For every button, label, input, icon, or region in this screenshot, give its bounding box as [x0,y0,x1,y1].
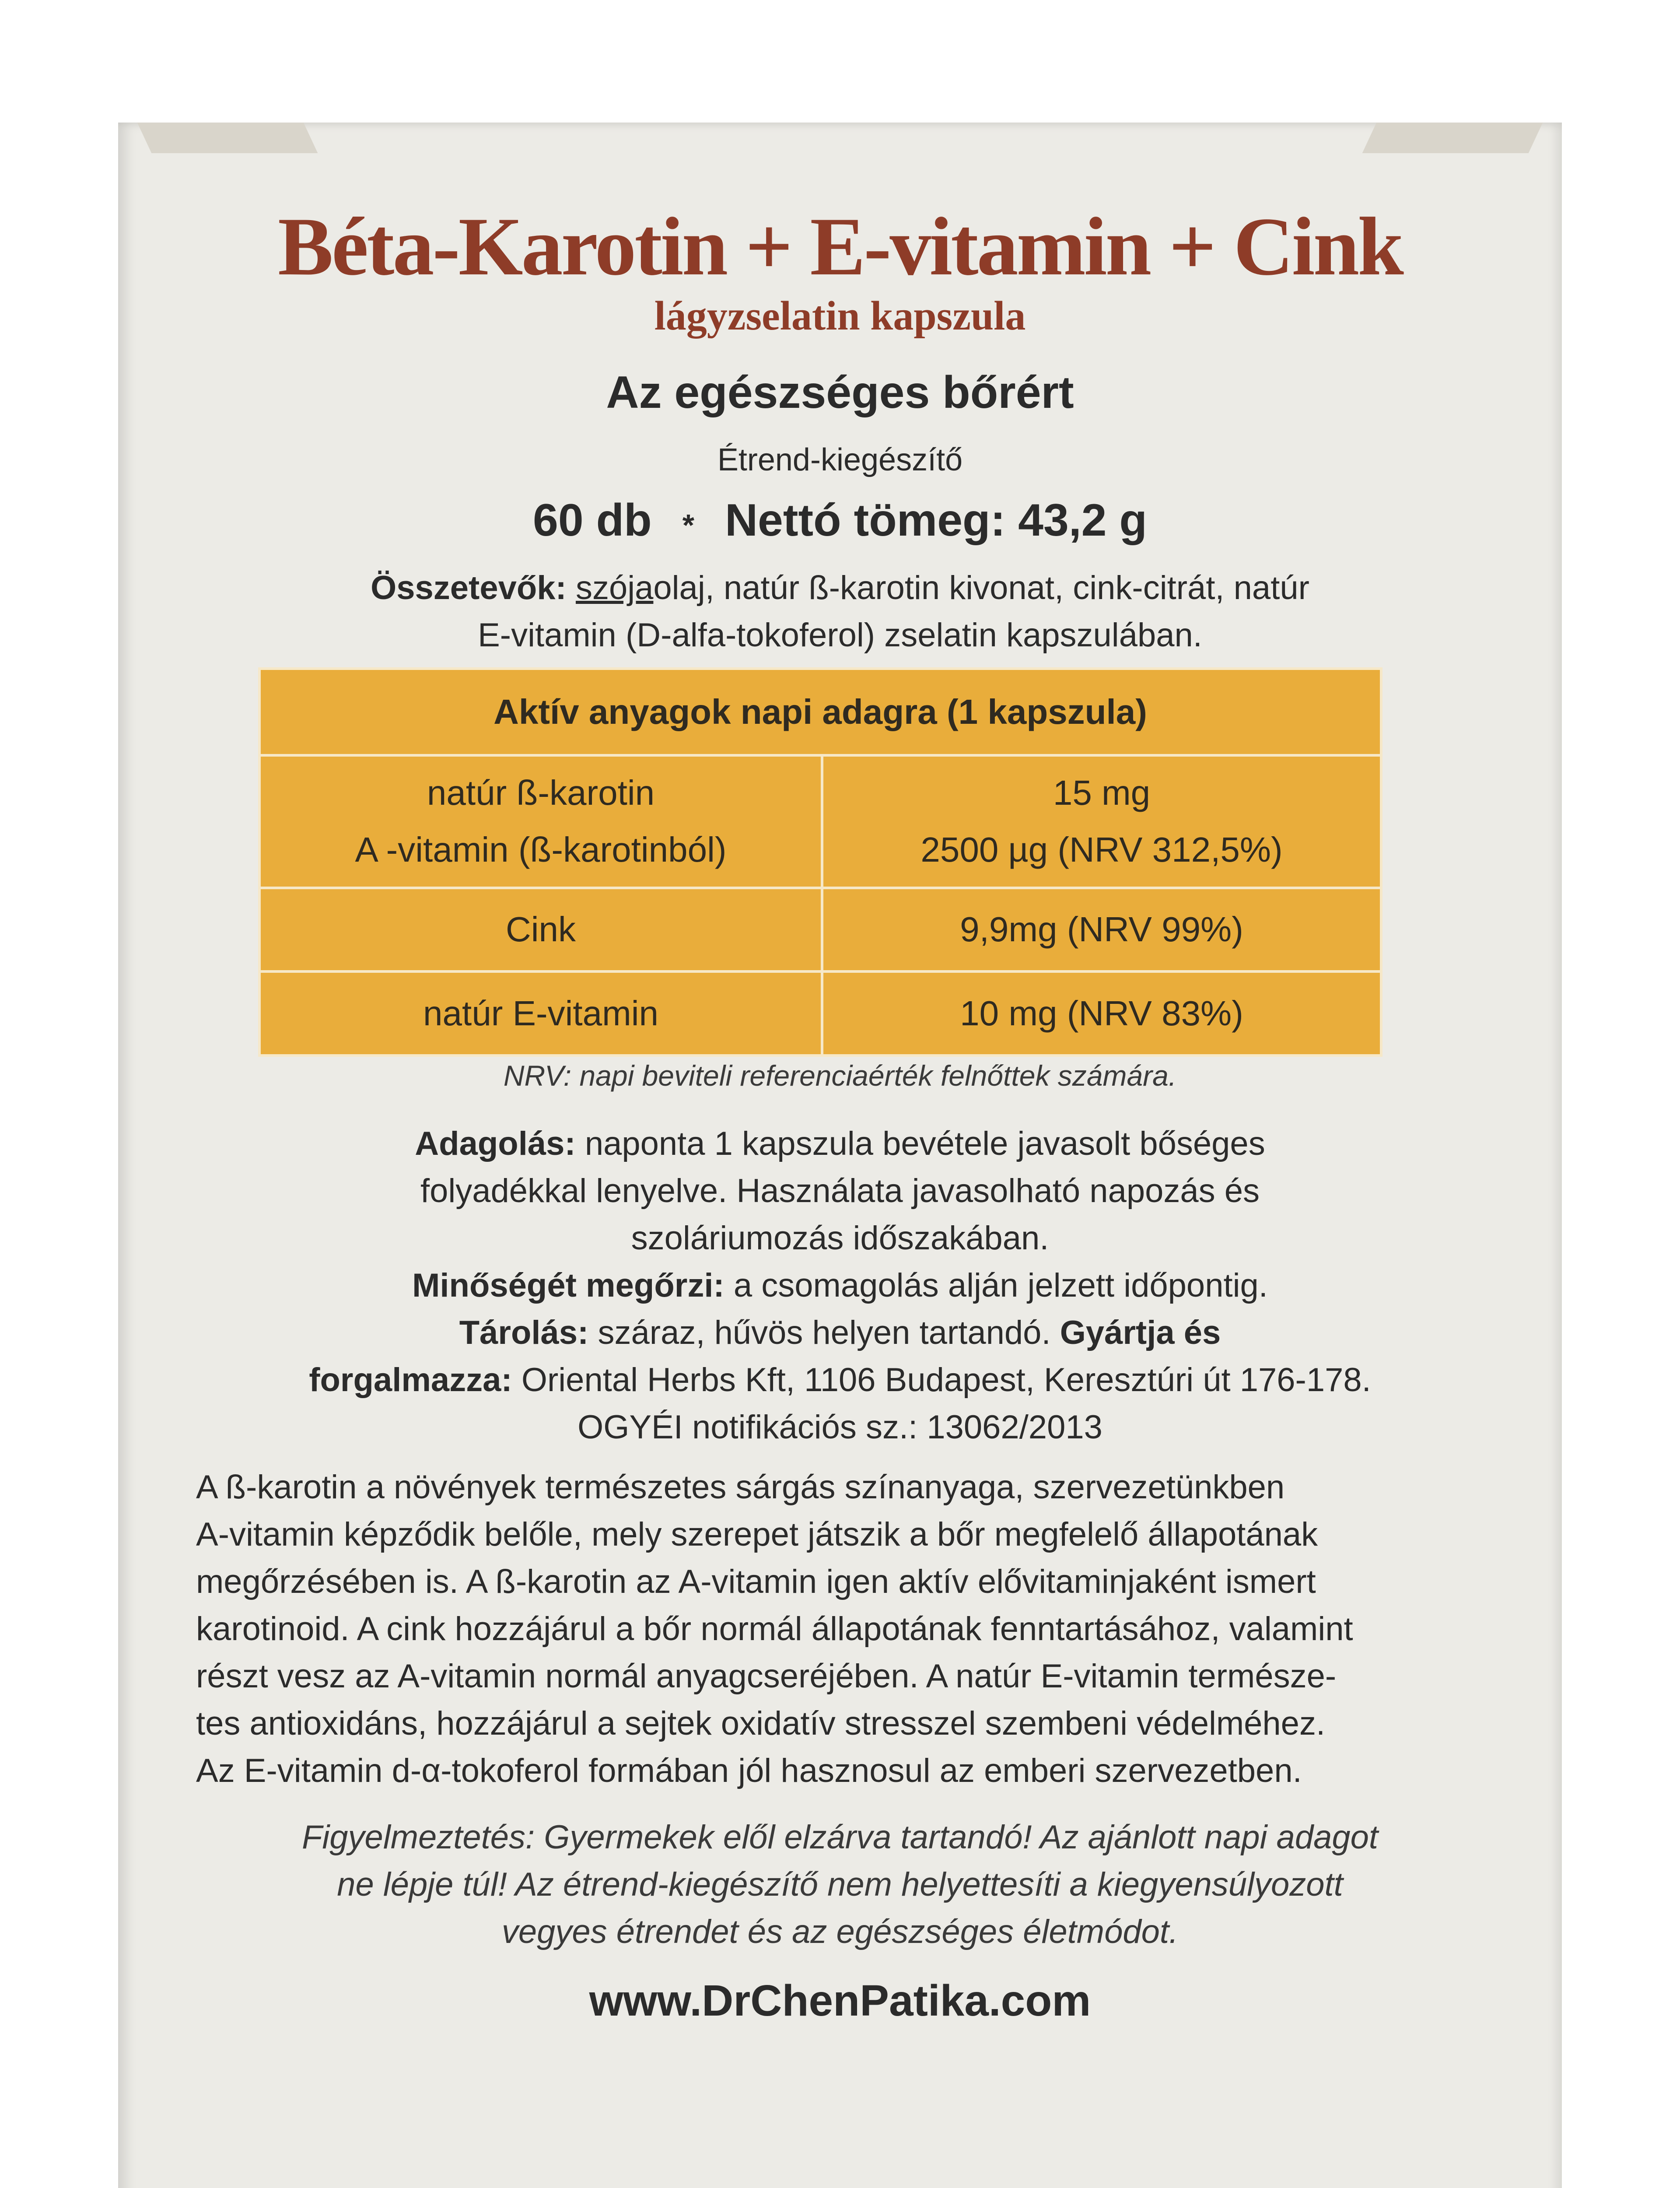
maker: Oriental Herbs Kft, 1106 Budapest, Keresztúri út 176-178. [521,1361,1371,1399]
maker-label-1: Gyártja és [1060,1314,1221,1351]
dosage-line1: naponta 1 kapszula bevétele javasolt bőséges [584,1125,1265,1162]
description-line: tes antioxidáns, hozzájárul a sejtek oxidatív stresszel szembeni védelméhez. [196,1705,1326,1742]
row-value-line2: 2500 µg (NRV 312,5%) [920,830,1283,870]
row-value-line1: 15 mg [1053,773,1151,813]
ingredients-label: Összetevők: [371,569,567,607]
warning-line: Figyelmeztetés: Gyermekek elől elzárva tartandó! Az ajánlott napi adagot [301,1819,1379,1856]
table-row [259,888,1381,972]
description-line: A-vitamin képződik belőle, mely szerepet játszik a bőr megfelelő állapotának [196,1516,1318,1553]
product-tagline: Az egészséges bőrért [606,367,1074,418]
ingredients-line1: olaj, natúr ß-karotin kivonat, cink-citrát, natúr [653,569,1309,607]
website-url: www.DrChenPatika.com [589,1976,1091,2025]
table-cell-name: Cink [259,888,822,972]
dosage-line2: folyadékkal lenyelve. Használata javasolható napozás és [420,1172,1260,1210]
dosage-line3: szoláriumozás időszakában. [631,1220,1049,1257]
notification-number: OGYÉI notifikációs sz.: 13062/2013 [578,1409,1102,1446]
net-weight: Nettó tömeg: 43,2 g [724,495,1147,546]
table-cell-name [259,755,822,888]
maker-label-2: forgalmazza: [309,1361,512,1399]
product-subtitle: lágyzselatin kapszula [654,293,1026,339]
dosage-info [236,1120,1444,1451]
warning-line: vegyes étrendet és az egészséges életmódot. [501,1913,1179,1950]
description-line: karotinoid. A cink hozzájárul a bőr normál állapotának fenntartásához, valamint [196,1610,1353,1648]
quantity: 60 db [533,495,652,546]
ingredients [236,565,1444,659]
dosage-label: Adagolás: [415,1125,576,1162]
table-cell-value: 9,9mg (NRV 99%) [822,888,1381,972]
description-line: megőrzésében is. A ß-karotin az A-vitamin igen aktív elővitaminjaként ismert [196,1563,1316,1600]
storage-text: száraz, hűvös helyen tartandó. [598,1314,1051,1351]
table-cell-value: 10 mg (NRV 83%) [822,971,1381,1055]
best-before-text: a csomagolás alján jelzett időpontig. [733,1267,1268,1304]
nrv-note: NRV: napi beviteli referenciaérték felnőttek számára. [503,1059,1177,1092]
table-row [259,755,1381,888]
warning-line: ne lépje túl! Az étrend-kiegészítő nem helyettesíti a kiegyensúlyozott [337,1866,1343,1903]
table-header: Aktív anyagok napi adagra (1 kapszula) [259,669,1381,755]
package-flap-right [1362,123,1543,153]
storage-info [309,1314,1371,1446]
table-cell-name: natúr E-vitamin [259,971,822,1055]
product-title: Béta-Karotin + E-vitamin + Cink [278,201,1402,293]
separator-star: * [682,508,694,542]
table-cell-value [822,755,1381,888]
product-category: Étrend-kiegészítő [717,442,963,477]
table-header-row [259,669,1381,755]
quantity-line [0,494,1680,547]
row-name-line1: natúr ß-karotin [427,773,655,813]
row-name-line2: A -vitamin (ß-karotinból) [355,830,727,870]
product-description [196,1464,1465,1795]
package-flap-left [137,123,318,153]
table-row [259,971,1381,1055]
storage-label: Tárolás: [459,1314,589,1351]
description-line: A ß-karotin a növények természetes sárgás színanyaga, szervezetünkben [196,1469,1285,1506]
best-before-label: Minőségét megőrzi: [412,1267,724,1304]
warning-text [206,1814,1474,1956]
active-ingredients-table [258,667,1382,1057]
description-line: részt vesz az A-vitamin normál anyagcseréjében. A natúr E-vitamin természe- [196,1658,1337,1695]
description-line: Az E-vitamin d-α-tokoferol formában jól hasznosul az emberi szervezetben. [196,1752,1302,1789]
ingredients-line2: E-vitamin (D-alfa-tokoferol) zselatin kapszulában. [478,617,1202,654]
allergen: szója [575,569,654,607]
